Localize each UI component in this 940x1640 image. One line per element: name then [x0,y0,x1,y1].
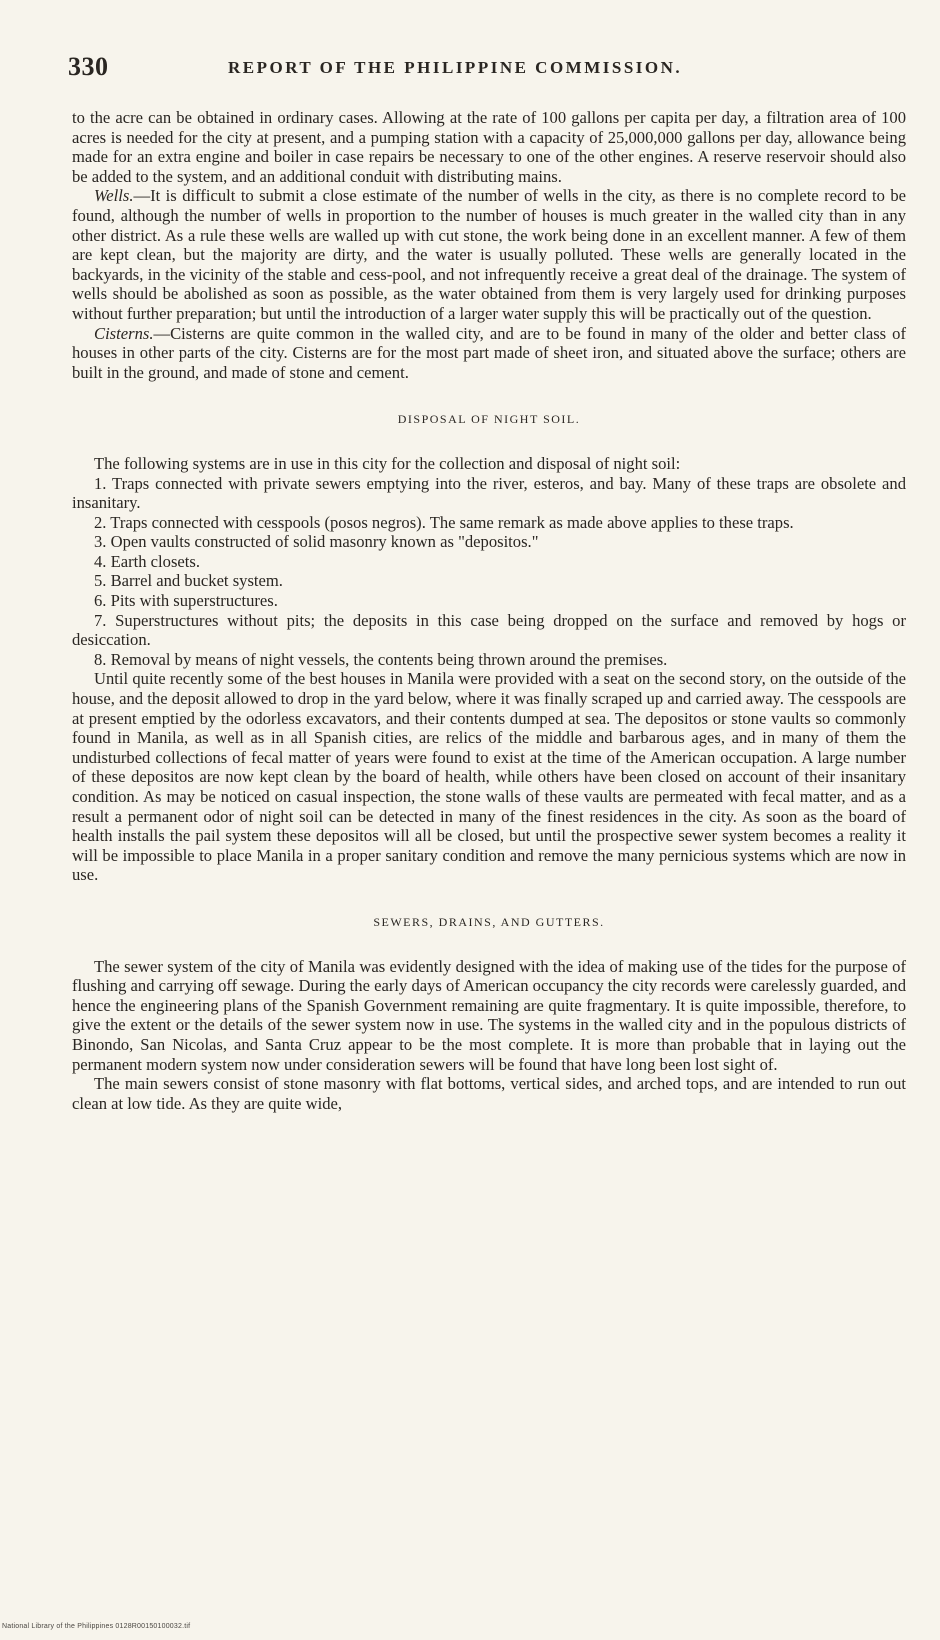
paragraph-sewers-2: The main sewers consist of stone masonry with flat bottoms, vertical sides, and arched tops, and are intended to run out clean at low tide. As they are quite wide, [72,1074,906,1113]
page-header [68,52,908,86]
paragraph-filtration: to the acre can be obtained in ordinary cases. Allowing at the rate of 100 gallons per capita per day, a filtration area of 100 acres is needed for the city at present, and a pumping station with a capacity of 25,000,000 gallons per day, allowance being made for an extra engine and boiler in case repairs be necessary to one of the other engines. A reserve reservoir should also be added to the system, and an additional conduit with distributing mains. [72,108,906,186]
archive-stamp: National Library of the Philippines 0128R00150100032.tif [2,1623,191,1630]
list-item: 1. Traps connected with private sewers emptying into the river, esteros, and bay. Many of these traps are obsolete and insanitary. [72,473,906,513]
cisterns-run-in-title: Cisterns. [94,323,154,343]
list-item: 5. Barrel and bucket system. [94,571,283,591]
paragraph-wells [72,186,906,323]
list-item: 3. Open vaults constructed of solid masonry known as "depositos." [94,532,539,552]
list-item: 4. Earth closets. [94,551,200,571]
cisterns-text: —Cisterns are quite common in the walled city, and are to be found in many of the older and better class of houses in other parts of the city. Cisterns are for the most part made of sheet iron, and situated above the surface; others are built in the ground, and made of stone and cement. [72,323,906,382]
running-head: REPORT OF THE PHILIPPINE COMMISSION. [228,58,683,77]
list-item: 8. Removal by means of night vessels, the contents being thrown around the premises. [94,649,668,669]
paragraph-sewers-1: The sewer system of the city of Manila was evidently designed with the idea of making use of the tides for the purpose of flushing and carrying off sewage. During the early days of American occupancy the city records were carelessly guarded, and hence the engineering plans of the Spanish Government remaining are quite fragmentary. It is quite impossible, therefore, to give the extent or the details of the sewer system now in use. The systems in the walled city and in the populous districts of Binondo, San Nicolas, and Santa Cruz appear to be the most complete. It is more than probable that in laying out the permanent modern system now under consideration sewers will be found that have long been lost sight of. [72,956,906,1074]
wells-text: —It is difficult to submit a close estimate of the number of wells in the city, as there is no complete record to be found, although the number of wells in proportion to the number of houses is much greater in the walled city than in any other district. As a rule these wells are walled up with cut stone, the work being done in an excellent manner. A few of them are kept clean, but the majority are dirty, and the water is usually polluted. These wells are generally located in the backyards, in the vicinity of the stable and cess-pool, and not infrequently receive a great deal of the drainage. The system of wells should be abolished as soon as possible, as the water obtained from them is very largely used for drinking purposes without further preparation; but until the introduction of a larger water supply this will be practically out of the question. [72,186,906,323]
page-body [72,108,906,1113]
wells-run-in-title: Wells. [94,186,134,206]
section-heading-night-soil: DISPOSAL OF NIGHT SOIL. [397,412,581,427]
paragraph-night-soil-closing: Until quite recently some of the best houses in Manila were provided with a seat on the second story, on the outside of the house, and the deposit allowed to drop in the yard below, where it was finally scraped up and carried away. The cesspools are at present emptied by the odorless excavators, and their contents dumped at sea. The depositos or stone vaults so commonly found in Manila, as well as in all Spanish cities, are relics of the middle and barbarous ages, and in many of them the undisturbed collections of fecal matter of years were found to exist at the time of the American occupation. A large number of these depositos are now kept clean by the board of health, while others have been closed on account of their insanitary condition. As may be noticed on casual inspection, the stone walls of these vaults are permeated with fecal matter, and as a result a permanent odor of night soil can be detected in many of the finest residences in the city. As soon as the board of health installs the pail system these depositos will all be closed, but until the prospective sewer system becomes a reality it will be impossible to place Manila in a proper sanitary condition and remove the many pernicious systems which are now in use. [72,669,906,885]
list-item: 2. Traps connected with cesspools (posos negros). The same remark as made above applies to these traps. [94,512,794,532]
paragraph-cisterns [72,324,906,383]
list-item: 7. Superstructures without pits; the deposits in this case being dropped on the surface and removed by hogs or desiccation. [72,610,906,650]
section-heading-sewers: SEWERS, DRAINS, AND GUTTERS. [373,914,605,929]
paragraph-night-soil-intro: The following systems are in use in this city for the collection and disposal of night soil: [94,453,681,473]
page-number: 330 [68,52,109,81]
list-item: 6. Pits with superstructures. [94,591,278,611]
